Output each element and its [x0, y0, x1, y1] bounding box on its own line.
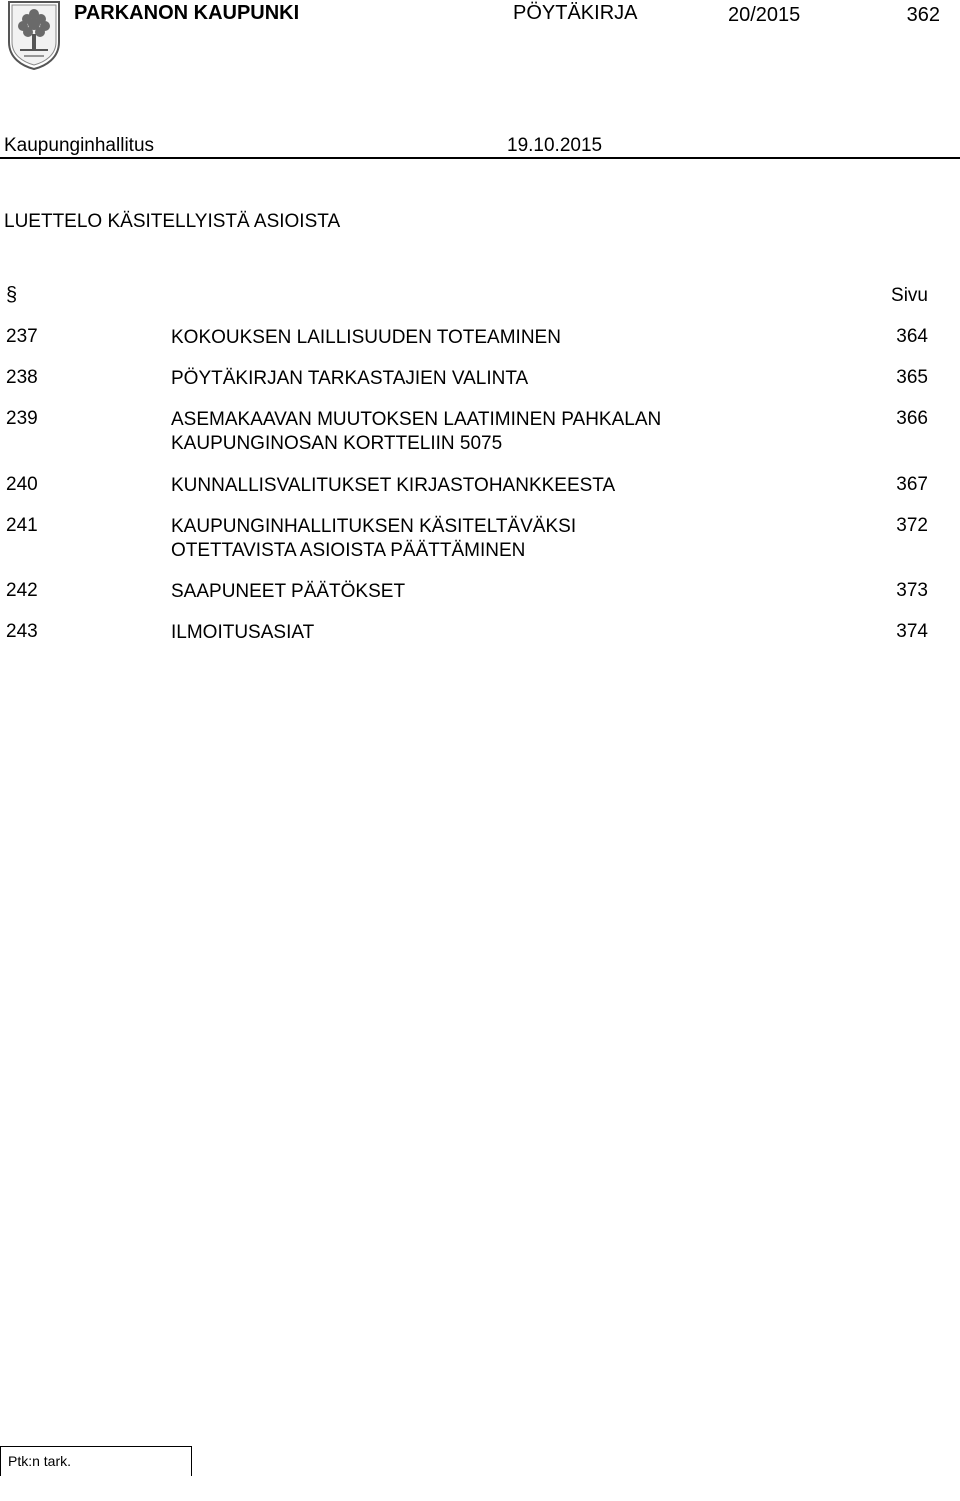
item-number: 240: [6, 474, 38, 495]
item-number: 241: [6, 515, 38, 536]
coat-of-arms-icon: [6, 0, 62, 70]
item-number: 242: [6, 580, 38, 601]
item-page: 367: [896, 474, 928, 495]
item-title: PÖYTÄKIRJAN TARKASTAJIEN VALINTA: [171, 368, 529, 389]
item-title: KUNNALLISVALITUKSET KIRJASTOHANKKEESTA: [171, 475, 616, 496]
item-page: 366: [896, 408, 928, 429]
footer-divider: [0, 1446, 192, 1447]
item-page: 372: [896, 515, 928, 536]
minutes-checkers-label: Ptk:n tark.: [8, 1453, 72, 1469]
governing-body: Kaupunginhallitus: [4, 135, 155, 156]
section-symbol: §: [6, 284, 18, 306]
item-title: ILMOITUSASIAT: [171, 622, 315, 643]
page-column-label: Sivu: [891, 285, 928, 306]
page-number: 362: [906, 4, 940, 26]
item-title: ASEMAKAAVAN MUUTOKSEN LAATIMINEN PAHKALAN KAUPUNGINOSAN KORTTELIIN 5075: [171, 409, 662, 454]
footer-box-left: [0, 1446, 1, 1476]
item-title: KOKOUKSEN LAILLISUUDEN TOTEAMINEN: [171, 327, 561, 348]
item-title: SAAPUNEET PÄÄTÖKSET: [171, 581, 406, 602]
item-page: 374: [896, 621, 928, 642]
item-page: 373: [896, 580, 928, 601]
organization-name: PARKANON KAUPUNKI: [74, 2, 300, 24]
header-divider: [0, 157, 960, 159]
document-number: 20/2015: [728, 4, 801, 26]
footer-box-right: [191, 1446, 192, 1476]
item-page: 365: [896, 367, 928, 388]
item-number: 237: [6, 326, 38, 347]
item-number: 238: [6, 367, 38, 388]
item-number: 243: [6, 621, 38, 642]
list-title: LUETTELO KÄSITELLYISTÄ ASIOISTA: [4, 211, 341, 232]
item-page: 364: [896, 326, 928, 347]
meeting-date: 19.10.2015: [507, 135, 603, 156]
item-title: KAUPUNGINHALLITUKSEN KÄSITELTÄVÄKSI OTETTAVISTA ASIOISTA PÄÄTTÄMINEN: [171, 516, 577, 561]
document-type: PÖYTÄKIRJA: [513, 2, 638, 24]
item-number: 239: [6, 408, 38, 429]
